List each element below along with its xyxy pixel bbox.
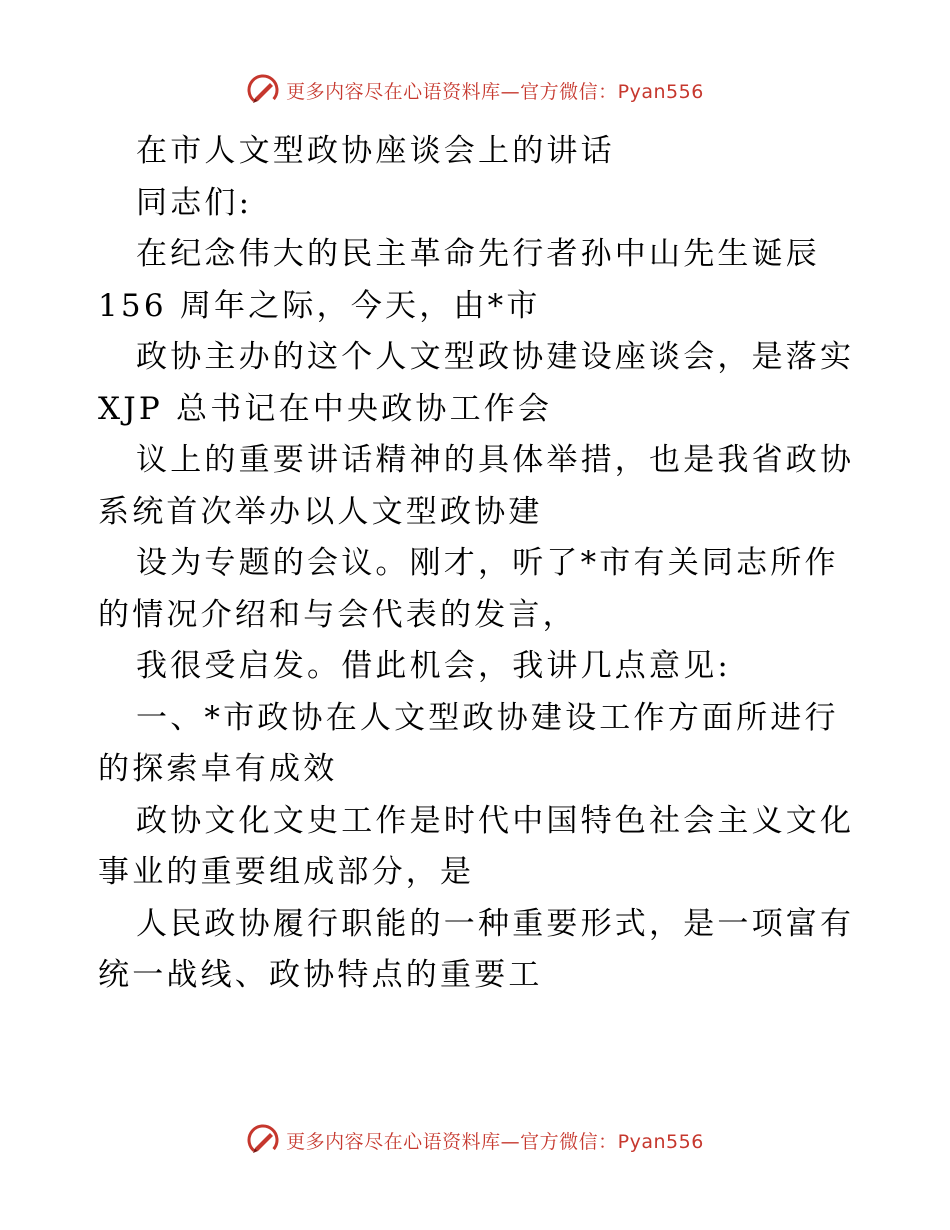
text-line: 设为专题的会议。刚才，听了*市有关同志所作 [136, 545, 839, 581]
text-line: 政协主办的这个人文型政协建设座谈会，是落实 [136, 339, 855, 375]
text-line: 事业的重要组成部分，是 [98, 854, 475, 890]
text-line: 我很受启发。借此机会，我讲几点意见: [136, 648, 732, 684]
salutation: 同志们: [136, 184, 253, 221]
watermark-text: 更多内容尽在心语资料库—官方微信：Pyan556 [286, 1130, 704, 1153]
footer-watermark [0, 1120, 950, 1160]
document-title: 在市人文型政协座谈会上的讲话 [136, 133, 615, 169]
pen-logo-icon [246, 1123, 280, 1157]
watermark-text: 更多内容尽在心语资料库—官方微信：Pyan556 [286, 80, 704, 103]
document-body [98, 126, 858, 1002]
text-line: 人民政协履行职能的一种重要形式，是一项富有 [136, 905, 855, 942]
text-line: 政协文化文史工作是时代中国特色社会主义文化 [136, 802, 855, 839]
text-line: 在纪念伟大的民主革命先行者孙中山先生诞辰 [136, 236, 820, 272]
text-line: 的情况介绍和与会代表的发言， [98, 596, 577, 633]
header-watermark [0, 70, 950, 110]
text-line: XJP 总书记在中央政协工作会 [98, 390, 553, 427]
text-line: 系统首次举办以人文型政协建 [98, 493, 543, 530]
section-heading-cont: 的探索卓有成效 [98, 751, 338, 787]
pen-logo-icon [246, 73, 280, 107]
text-line: 统一战线、政协特点的重要工 [98, 957, 543, 993]
text-line: 议上的重要讲话精神的具体举措，也是我省政协 [136, 442, 855, 478]
section-heading: 一、*市政协在人文型政协建设工作方面所进行 [136, 699, 839, 736]
text-line: 156 周年之际，今天，由*市 [98, 287, 541, 324]
